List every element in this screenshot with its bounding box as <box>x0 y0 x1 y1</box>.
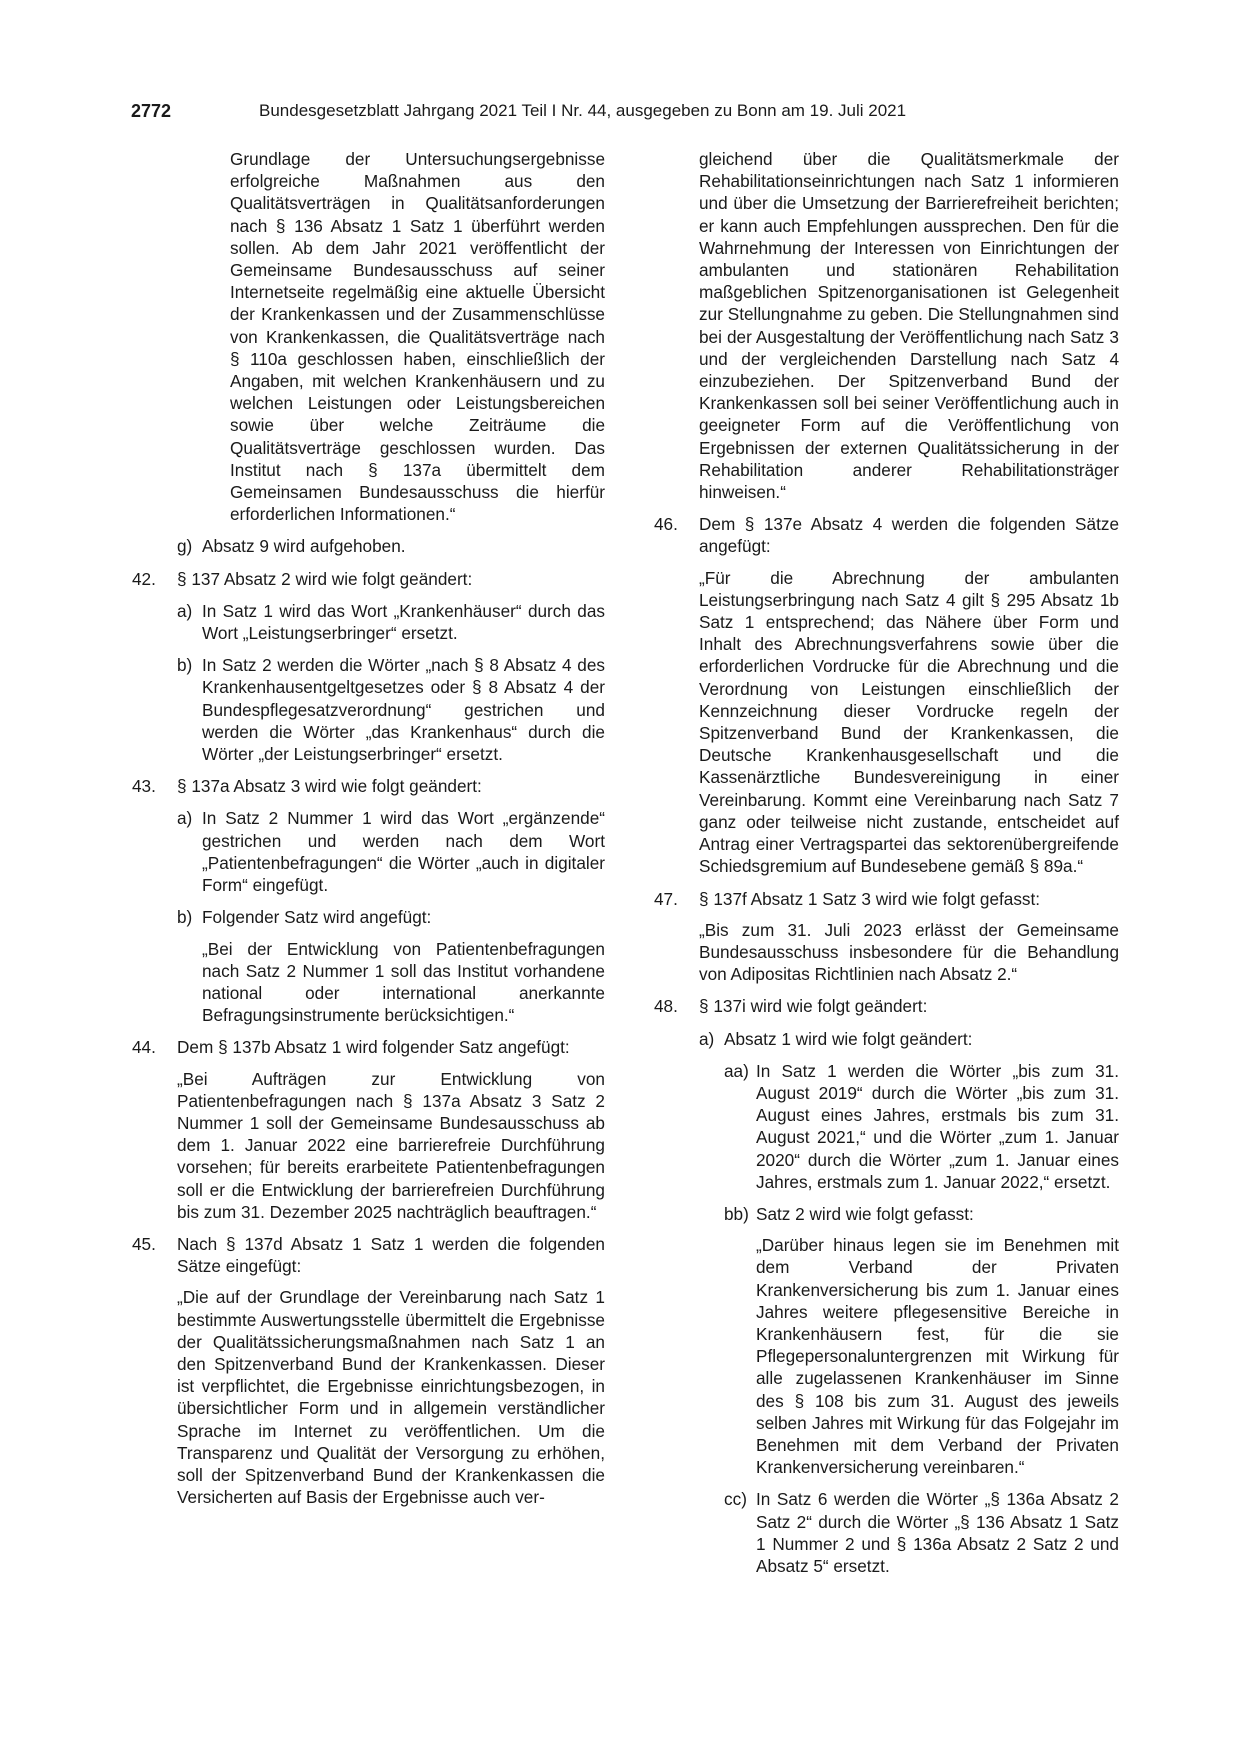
subitem-bb <box>724 1203 1119 1478</box>
item-45 <box>132 1233 605 1508</box>
item-number: 48. <box>654 996 678 1017</box>
subitem-label: a) <box>699 1028 715 1049</box>
item-48 <box>654 995 1119 1577</box>
subitem-b <box>177 654 605 765</box>
quoted-text: „Bei Aufträgen zur Entwicklung von Patientenbefragungen nach § 137a Absatz 3 Satz 2 Nummer 1 soll der Gemeinsame Bundesausschuss ab dem 1. Januar 2022 eine barrierefreie Durchführung vorsehen; für bereits erarbeitete Patientenbefragungen soll er die Entwicklung der barrierefreien Durchführung bis zum 31. Dezember 2025 nachträglich beauftragen.“ <box>177 1068 605 1222</box>
item-text: § 137f Absatz 1 Satz 3 wird wie folgt gefasst: <box>699 888 1041 909</box>
quoted-text: „Für die Abrechnung der ambulanten Leistungserbringung nach Satz 4 gilt § 295 Absatz 1b Satz 1 entsprechend; das Nähere über Form und Inhalt des Abrechnungsverfahrens sowie über die erforderlichen Vordrucke für die Abrechnung und die Verordnung von Leistungen einschließlich der Kennzeichnung dieser Vordrucke regeln der Spitzenverband Bund der Krankenkassen, die Deutsche Krankenhausgesellschaft und die Kassenärztliche Bundesvereinigung in einer Vereinbarung. Kommt eine Vereinbarung nach Satz 7 ganz oder teilweise nicht zustande, entscheidet auf Antrag einer Vertragspartei das sektorenübergreifende Schiedsgremium auf Bundesebene gemäß § 89a.“ <box>699 567 1119 877</box>
item-46 <box>654 513 1119 877</box>
item-number: 45. <box>132 1233 156 1254</box>
item-number: 46. <box>654 514 678 535</box>
subitem-label: cc) <box>724 1489 747 1510</box>
item-text: § 137 Absatz 2 wird wie folgt geändert: <box>177 568 473 589</box>
subitem-label: aa) <box>724 1060 749 1081</box>
quoted-text: „Bei der Entwicklung von Patientenbefragungen nach Satz 2 Nummer 1 soll das Institut vorhandene national oder international anerkannte Befragungsinstrumente berücksichtigen.“ <box>202 938 605 1026</box>
subitem-a <box>177 600 605 644</box>
continued-text: gleichend über die Qualitätsmerkmale der Rehabilitationseinrichtungen nach Satz 1 informieren und über die Umsetzung der Barrierefreiheit berichten; er kann auch Empfehlungen aussprechen. Den für die Wahrnehmung der Interessen von Einrichtungen der ambulanten und stationären Rehabilitation maßgeblichen Spitzenorganisationen ist Gelegenheit zur Stellungnahme zu geben. Die Stellungnahmen sind bei der Ausgestaltung der Veröffentlichung nach Satz 3 und der vergleichenden Darstellung nach Satz 4 einzubeziehen. Der Spitzenverband Bund der Krankenkassen soll bei seiner Veröffentlichung auch in geeigneter Form auf die Veröffentlichung von Ergebnissen der externen Qualitätssicherung in der Rehabilitation anderer Rehabilitationsträger hinweisen.“ <box>699 149 1119 503</box>
left-column <box>132 148 605 1508</box>
page-number: 2772 <box>131 101 172 121</box>
item-47 <box>654 888 1119 986</box>
subitem-text: Folgender Satz wird angefügt: <box>202 907 432 928</box>
continued-text: Grundlage der Untersuchungsergebnisse erfolgreiche Maßnahmen aus den Qualitätsverträgen in Qualitätsanforderungen nach § 136 Absatz 1 Satz 1 überführt werden sollen. Ab dem Jahr 2021 veröffentlicht der Gemeinsame Bundesausschuss auf seiner Internetseite regelmäßig eine aktuelle Übersicht der Krankenkassen und der Zusammenschlüsse von Krankenkassen, die Qualitätsverträge nach § 110a geschlossen haben, einschließlich der Angaben, mit welchen Krankenhäusern und zu welchen Leistungen oder Leistungsbereichen sowie über welche Zeiträume die Qualitätsverträge geschlossen wurden. Das Institut nach § 137a übermittelt dem Gemeinsamen Bundesausschuss die hierfür erforderlichen Informationen.“ <box>230 149 605 525</box>
subitem-label: b) <box>177 655 193 676</box>
subitem-a <box>699 1028 1119 1578</box>
item-label: g) <box>177 536 193 557</box>
item-text: § 137a Absatz 3 wird wie folgt geändert: <box>177 776 482 797</box>
subitem-text: Satz 2 wird wie folgt gefasst: <box>756 1203 974 1224</box>
subitem-label: a) <box>177 600 193 621</box>
list-item-g <box>177 535 605 557</box>
item-text: Dem § 137b Absatz 1 wird folgender Satz angefügt: <box>177 1037 570 1058</box>
subitem-text: In Satz 1 wird das Wort „Krankenhäuser“ durch das Wort „Leistungserbringer“ ersetzt. <box>202 600 605 644</box>
subitem-label: a) <box>177 808 193 829</box>
subitem-cc <box>724 1488 1119 1577</box>
item-number: 43. <box>132 776 156 797</box>
item-43 <box>132 775 605 1026</box>
subitem-text: In Satz 6 werden die Wörter „§ 136a Absatz 2 Satz 2“ durch die Wörter „§ 136 Absatz 1 Satz 1 Nummer 2 und § 136a Absatz 2 Satz 2 und Absatz 5“ ersetzt. <box>756 1489 1119 1576</box>
item-42 <box>132 568 605 766</box>
item-number: 47. <box>654 888 678 909</box>
item-text: Nach § 137d Absatz 1 Satz 1 werden die folgenden Sätze eingefügt: <box>177 1233 605 1277</box>
subitem-aa <box>724 1060 1119 1193</box>
item-number: 42. <box>132 568 156 589</box>
item-text: § 137i wird wie folgt geändert: <box>699 996 928 1017</box>
subitem-b <box>177 906 605 1026</box>
quoted-text: „Die auf der Grundlage der Vereinbarung nach Satz 1 bestimmte Auswertungsstelle übermittelt die Ergebnisse der Qualitätssicherungsmaßnahmen nach Satz 1 an den Spitzenverband Bund der Krankenkassen. Dieser ist verpflichtet, die Ergebnisse einrichtungsbezogen, in übersichtlicher Form und in allgemein verständlicher Sprache im Internet zu veröffentlichen. Um die Transparenz und Qualität der Versorgung zu erhöhen, soll der Spitzenverband Bund der Krankenkassen die Versicherten auf Basis der Ergebnisse auch ver- <box>177 1287 605 1508</box>
subitem-text: In Satz 1 werden die Wörter „bis zum 31. August 2019“ durch die Wörter „bis zum 31. August eines Jahres, erstmals bis zum 31. August 2021,“ und die Wörter „zum 1. Januar 2020“ durch die Wörter „zum 1. Januar eines Jahres, erstmals zum 1. Januar 2022,“ ersetzt. <box>756 1060 1119 1192</box>
item-number: 44. <box>132 1037 156 1058</box>
subitem-a <box>177 807 605 896</box>
subitem-text: In Satz 2 Nummer 1 wird das Wort „ergänzende“ gestrichen und werden nach dem Wort „Patientenbefragungen“ die Wörter „auch in digitaler Form“ eingefügt. <box>202 808 605 896</box>
subitem-text: Absatz 1 wird wie folgt geändert: <box>724 1028 973 1049</box>
item-44 <box>132 1036 605 1223</box>
quoted-text: „Darüber hinaus legen sie im Benehmen mit dem Verband der Privaten Krankenversicherung bis zum 1. Januar eines Jahres weitere pflegesensitive Bereiche in Krankenhäusern fest, für die sie Pflegepersonaluntergrenzen mit Wirkung für alle zugelassenen Krankenhäuser im Sinne des § 108 bis zum 31. August des jeweils selben Jahres mit Wirkung für das Folgejahr im Benehmen mit dem Verband der Privaten Krankenversicherung vereinbaren.“ <box>756 1235 1119 1478</box>
subitem-label: b) <box>177 907 193 928</box>
quoted-text: „Bis zum 31. Juli 2023 erlässt der Gemeinsame Bundesausschuss insbesondere für die Behandlung von Adipositas Richtlinien nach Absatz 2.“ <box>699 919 1119 985</box>
item-text: Dem § 137e Absatz 4 werden die folgenden Sätze angefügt: <box>699 514 1119 557</box>
right-column <box>654 148 1119 1577</box>
subitem-text: In Satz 2 werden die Wörter „nach § 8 Absatz 4 des Krankenhausentgeltgesetzes oder § 8 Absatz 4 der Bundespflegesatzverordnung“ gestrichen und werden die Wörter „das Krankenhaus“ durch die Wörter „der Leistungserbringer“ ersetzt. <box>202 655 605 765</box>
header-title: Bundesgesetzblatt Jahrgang 2021 Teil I Nr. 44, ausgegeben zu Bonn am 19. Juli 2021 <box>259 101 907 120</box>
item-text: Absatz 9 wird aufgehoben. <box>202 536 406 557</box>
subitem-label: bb) <box>724 1203 749 1224</box>
